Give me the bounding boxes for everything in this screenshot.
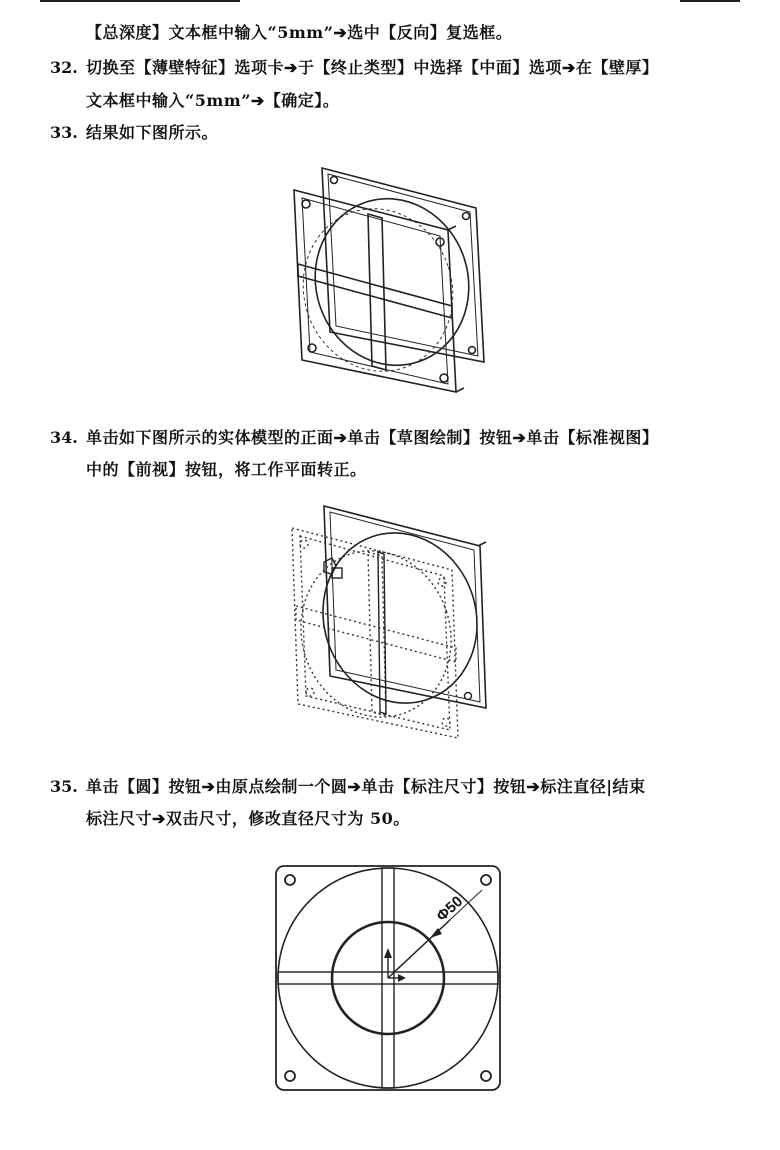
step-35-number: 35.: [50, 777, 78, 796]
step-34-line-1: 单击如下图所示的实体模型的正面➔单击【草图绘制】按钮➔单击【标准视图】: [86, 428, 659, 447]
figure-isometric-model: [280, 160, 500, 400]
figure-front-face-selected: [280, 500, 500, 745]
front-view-drawing: [272, 862, 506, 1094]
step-32-line-2: 文本框中输入“5mm”➔【确定】。: [86, 91, 340, 110]
step-35-line-1: 单击【圆】按钮➔由原点绘制一个圆➔单击【标注尺寸】按钮➔标注直径|结束: [86, 777, 646, 796]
step-32-line-1: 切换至【薄壁特征】选项卡➔于【终止类型】中选择【中面】选项➔在【壁厚】: [86, 58, 659, 77]
diameter-dimension-label: Φ50: [433, 892, 467, 925]
step-32-number: 32.: [50, 58, 78, 77]
step-34-line-2: 中的【前视】按钮，将工作平面转正。: [86, 460, 367, 479]
header-rule-right: [680, 0, 740, 2]
isometric-model-drawing: [280, 160, 500, 400]
step-34-number: 34.: [50, 428, 78, 447]
step-35-line-2: 标注尺寸➔双击尺寸，修改直径尺寸为 50。: [86, 809, 410, 828]
step-33-number: 33.: [50, 123, 78, 142]
header-rule-left: [40, 0, 240, 2]
step-31-tail: 【总深度】文本框中输入“5mm”➔选中【反向】复选框。: [86, 23, 513, 42]
figure-front-view-sketch: [272, 862, 506, 1094]
step-33-line-1: 结果如下图所示。: [86, 123, 219, 142]
front-face-drawing: [280, 500, 500, 745]
